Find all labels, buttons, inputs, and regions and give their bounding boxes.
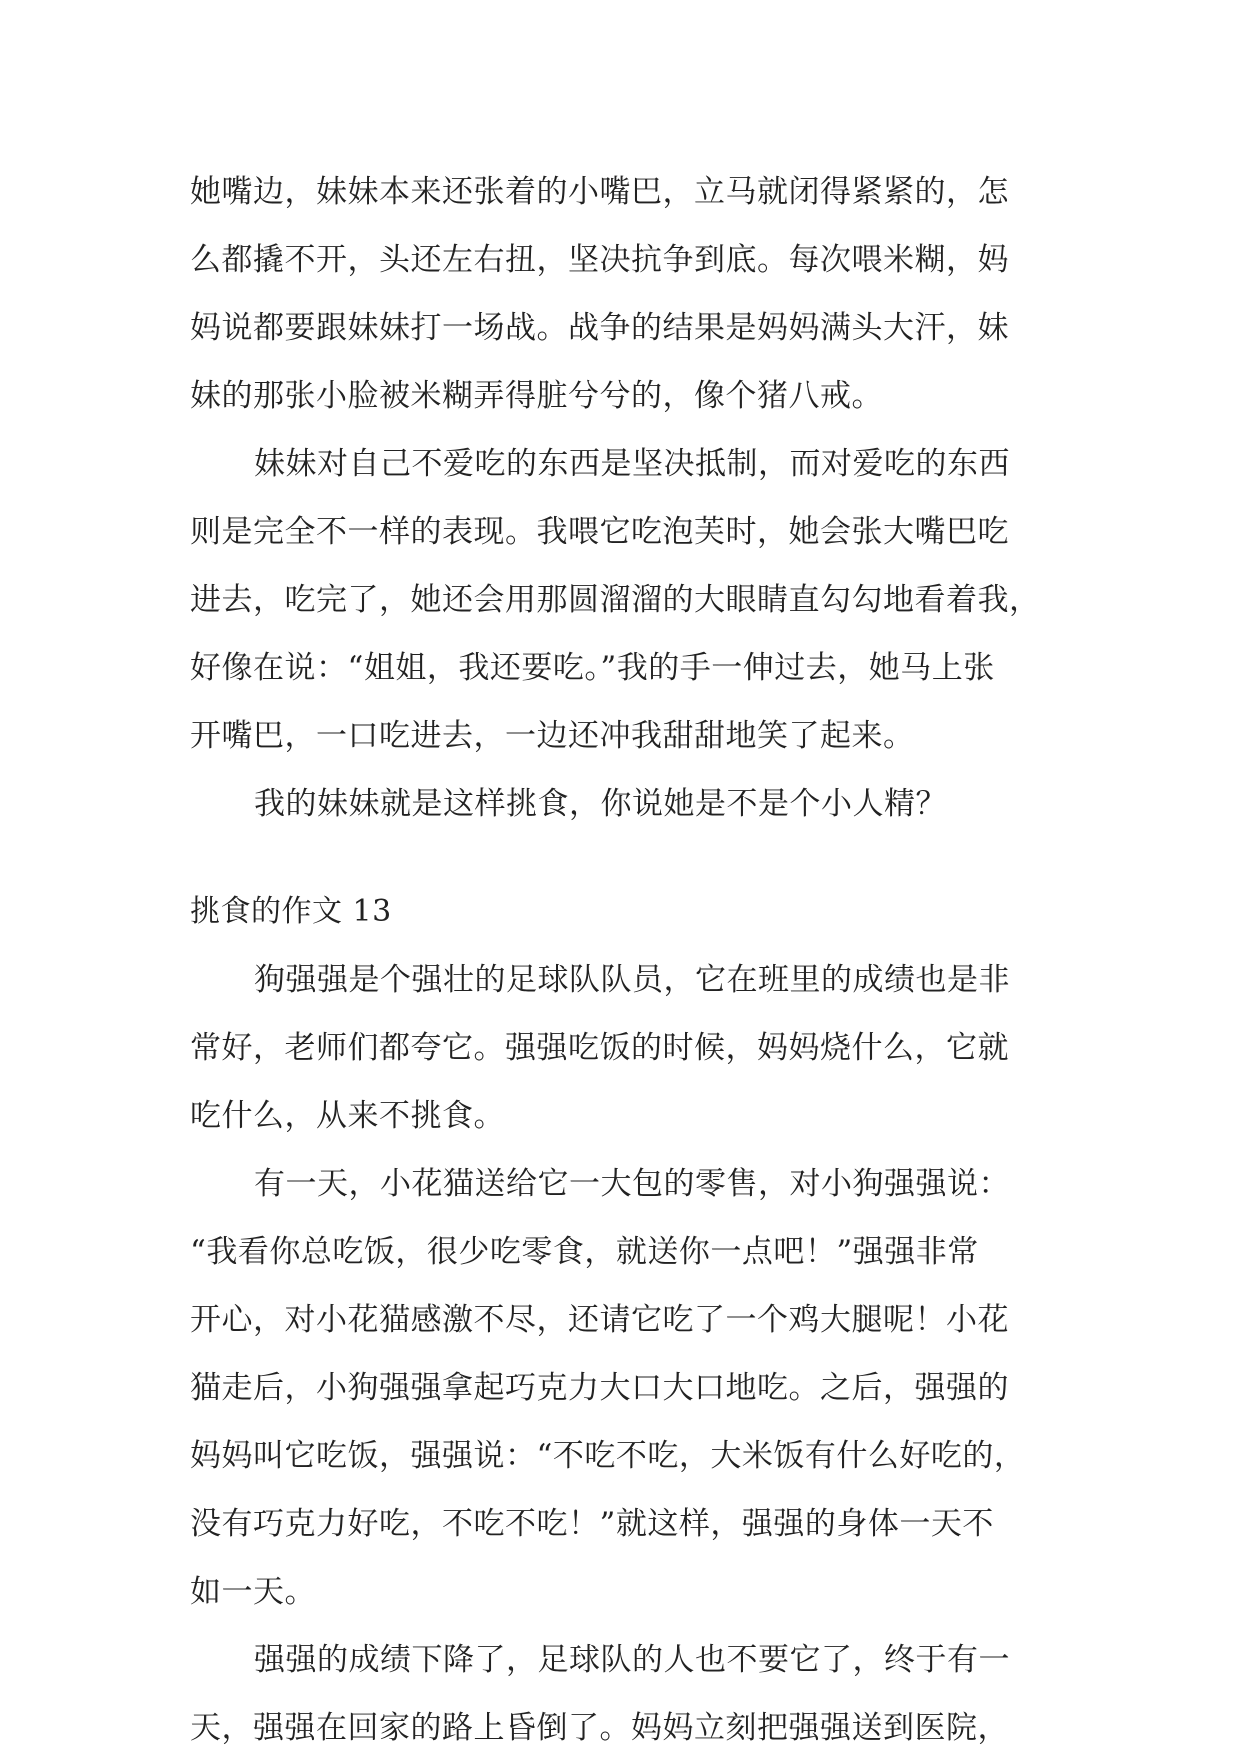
paragraph-line: 猫走后，小狗强强拿起巧克力大口大口地吃。之后，强强的 [190,1370,1009,1406]
paragraph-line: 我的妹妹就是这样挑食，你说她是不是个小人精？ [254,786,947,822]
paragraph-line: 狗强强是个强壮的足球队队员，它在班里的成绩也是非 [254,962,1010,998]
paragraph-line: 开嘴巴，一口吃进去，一边还冲我甜甜地笑了起来。 [190,718,915,754]
paragraph-line: 天，强强在回家的路上昏倒了。妈妈立刻把强强送到医院， [190,1710,1009,1746]
paragraph-line: 则是完全不一样的表现。我喂它吃泡芙时，她会张大嘴巴吃 [190,514,1009,550]
paragraph-line: 如一天。 [190,1574,316,1610]
document-body [190,158,1060,1762]
essay-title: 挑食的作文 13 [190,894,392,929]
paragraph-line: 么都撬不开，头还左右扭，坚决抗争到底。每次喂米糊，妈 [190,242,1009,278]
paragraph-line: 妈妈叫它吃饭，强强说：“不吃不吃，大米饭有什么好吃的， [190,1438,1026,1474]
paragraph-line: 强强的成绩下降了，足球队的人也不要它了，终于有一 [254,1642,1010,1678]
paragraph-line: 进去，吃完了，她还会用那圆溜溜的大眼睛直勾勾地看着我， [190,582,1041,618]
paragraph-line: 她嘴边，妹妹本来还张着的小嘴巴，立马就闭得紧紧的，怎 [190,174,1009,210]
paragraph-line: 没有巧克力好吃，不吃不吃！”就这样，强强的身体一天不 [190,1506,994,1542]
section-spacer [190,838,1060,878]
paragraph-line: “我看你总吃饭，很少吃零食，就送你一点吧！”强强非常 [190,1234,979,1270]
paragraph-line: 吃什么，从来不挑食。 [190,1098,505,1134]
paragraph-line: 妈说都要跟妹妹打一场战。战争的结果是妈妈满头大汗，妹 [190,310,1009,346]
paragraph-line: 妹的那张小脸被米糊弄得脏兮兮的，像个猪八戒。 [190,378,883,414]
paragraph-line: 开心，对小花猫感激不尽，还请它吃了一个鸡大腿呢！小花 [190,1302,1009,1338]
paragraph-line: 有一天，小花猫送给它一大包的零售，对小狗强强说： [254,1166,1010,1202]
paragraph-line: 好像在说：“姐姐，我还要吃。”我的手一伸过去，她马上张 [190,650,995,686]
paragraph-line: 常好，老师们都夸它。强强吃饭的时候，妈妈烧什么，它就 [190,1030,1009,1066]
paragraph-line: 妹妹对自己不爱吃的东西是坚决抵制，而对爱吃的东西 [254,446,1010,482]
